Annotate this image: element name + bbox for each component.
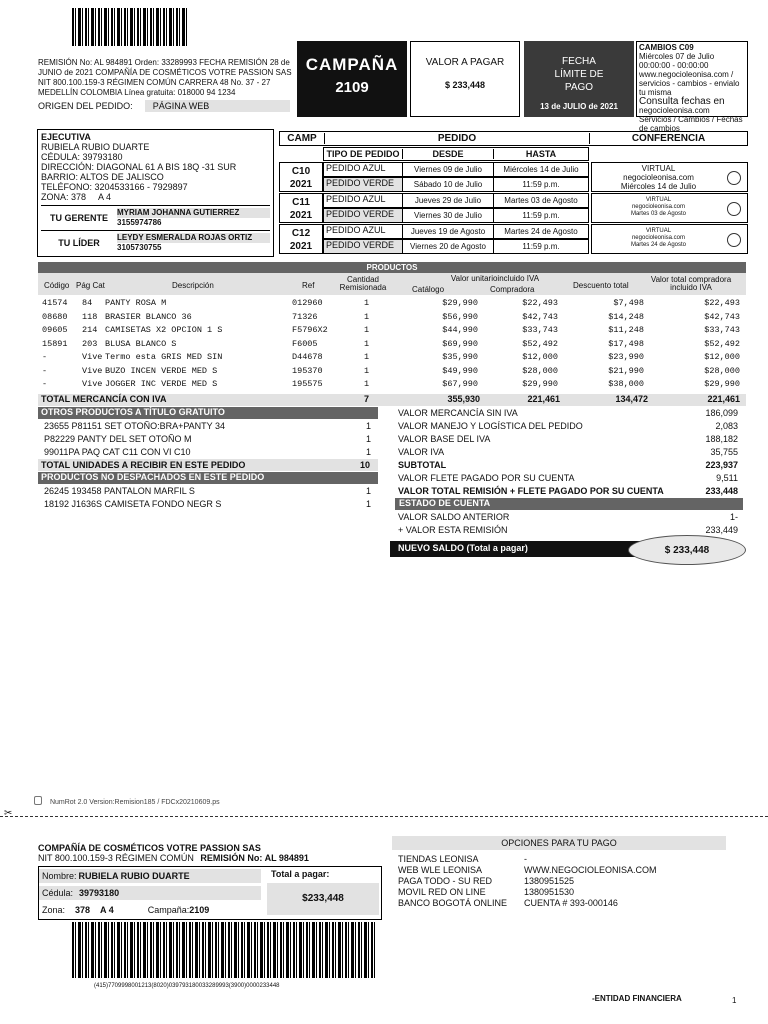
camp-row bbox=[323, 193, 589, 208]
coupon-remision: REMISIÓN No: AL 984891 bbox=[200, 853, 309, 863]
no-despachado-item bbox=[44, 485, 374, 497]
top-barcode bbox=[72, 8, 188, 46]
coupon-client-box bbox=[38, 866, 382, 920]
fecha-limite-label: FECHA LÍMITE DE PAGO bbox=[554, 56, 604, 93]
prod-compradora: $52,492 bbox=[522, 338, 558, 349]
h-compradora: Compradora bbox=[490, 285, 535, 294]
product-row bbox=[38, 377, 746, 391]
prod-pag: 214 bbox=[82, 325, 98, 335]
camp-year: 2021 bbox=[289, 210, 313, 221]
h-pag-cat: Pág Cat bbox=[76, 281, 105, 290]
conf-mode: VIRTUAL bbox=[641, 164, 676, 173]
camp-tipo: PEDIDO AZUL bbox=[326, 194, 386, 204]
gratuito-item bbox=[44, 433, 374, 445]
prod-pag: 84 bbox=[82, 298, 93, 308]
camp-hasta: 11:59 p.m. bbox=[522, 180, 560, 189]
camp-tipo: PEDIDO AZUL bbox=[326, 225, 386, 235]
coupon-nombre-row bbox=[39, 869, 261, 883]
camp-code bbox=[279, 162, 323, 192]
total-unidades-value: 10 bbox=[360, 460, 371, 470]
product-row bbox=[38, 310, 746, 324]
h-desde: DESDE bbox=[402, 149, 494, 159]
ejecutiva-direccion: DIRECCIÓN: DIAGONAL 61 A BIS 18Q -31 SUR bbox=[41, 162, 237, 172]
prod-total: $22,493 bbox=[704, 298, 740, 308]
resumen-value: 35,755 bbox=[710, 447, 738, 457]
camp-id: C11 bbox=[292, 197, 310, 208]
camp-hasta: Martes 03 de Agosto bbox=[504, 196, 578, 205]
prod-cant: 1 bbox=[364, 338, 370, 349]
resumen-label: SUBTOTAL bbox=[398, 460, 447, 470]
camp-hasta: 11:59 p.m. bbox=[522, 211, 560, 220]
cambios-hours: 00:00:00 - 00:00:00 bbox=[639, 61, 709, 70]
camp-tipo: PEDIDO VERDE bbox=[324, 240, 402, 253]
prod-desc: PANTY ROSA M bbox=[105, 298, 167, 308]
resumen-value: 2,083 bbox=[715, 421, 738, 431]
meeting-icon bbox=[727, 233, 741, 247]
resumen-row bbox=[398, 485, 738, 497]
prod-desc: BUZO INCEN VERDE MED S bbox=[105, 365, 218, 376]
footer-note bbox=[34, 796, 220, 806]
ejecutiva-cedula: CÉDULA: 39793180 bbox=[41, 152, 123, 162]
lider-phone: 3105730755 bbox=[117, 243, 162, 252]
pago-opcion-value: CUENTA # 393-000146 bbox=[524, 897, 618, 908]
prod-codigo: 09605 bbox=[42, 325, 68, 335]
camp-group bbox=[279, 162, 748, 192]
camp-row bbox=[323, 208, 589, 223]
camp-code bbox=[279, 224, 323, 254]
prod-total: $28,000 bbox=[704, 365, 740, 376]
prod-catalogo: $44,990 bbox=[442, 325, 478, 335]
scissors-icon: ✂ bbox=[4, 808, 13, 819]
camp-tipo: PEDIDO VERDE bbox=[324, 178, 402, 191]
prod-total: $29,990 bbox=[704, 379, 740, 389]
footer-note-text: NumRot 2.0 Version:Remision185 / FDCx20210609.ps bbox=[49, 799, 220, 806]
pago-opcion-name: PAGA TODO - SU RED bbox=[398, 875, 493, 886]
valor-pagar-label: VALOR A PAGAR bbox=[425, 57, 505, 68]
gratuito-item-qty: 1 bbox=[366, 434, 372, 444]
coupon-zona-label: Zona: bbox=[42, 905, 66, 915]
gratuito-item-desc: 99011PA PAQ CAT C11 CON VI C10 bbox=[44, 447, 191, 457]
coupon-nit-line bbox=[38, 853, 309, 863]
prod-desc: CAMISETAS X2 OPCION 1 S bbox=[105, 325, 223, 335]
prod-ref: 012960 bbox=[292, 298, 323, 308]
product-row bbox=[38, 323, 746, 337]
meeting-icon bbox=[727, 202, 741, 216]
h-codigo: Código bbox=[44, 281, 70, 290]
campana-value: 2109 bbox=[335, 79, 369, 96]
total-unidades-row bbox=[38, 459, 378, 471]
resumen-row bbox=[398, 459, 738, 471]
prod-codigo: 08680 bbox=[42, 311, 68, 322]
resumen-label: VALOR BASE DEL IVA bbox=[398, 434, 491, 444]
coupon-cedula-row bbox=[39, 886, 261, 900]
h-hasta: HASTA bbox=[525, 149, 557, 159]
campana-label: CAMPAÑA bbox=[305, 55, 399, 74]
h-descuento-total: Descuento total bbox=[573, 281, 629, 290]
coupon-cedula-value: 39793180 bbox=[79, 888, 120, 898]
pago-opcion bbox=[398, 853, 728, 864]
campaign-schedule bbox=[279, 131, 748, 258]
coupon-campana-label: Campaña: bbox=[147, 905, 190, 915]
coupon-zona-code: A 4 bbox=[100, 905, 114, 915]
pago-opcion-value: - bbox=[524, 853, 527, 864]
pago-opcion-value: WWW.NEGOCIOLEONISA.COM bbox=[524, 864, 657, 875]
nuevo-saldo-label: NUEVO SALDO (Total a pagar) bbox=[398, 543, 528, 553]
resumen-row bbox=[398, 407, 738, 419]
coupon-zona-value: 378 bbox=[75, 905, 91, 915]
camp-row bbox=[323, 177, 589, 192]
pago-opcion-name: MOVIL RED ON LINE bbox=[398, 886, 486, 897]
prod-compradora: $42,743 bbox=[522, 311, 558, 322]
saldo-anterior-row bbox=[398, 511, 738, 523]
cambios-title: CAMBIOS C09 bbox=[639, 43, 694, 52]
ejecutiva-barrio: BARRIO: ALTOS DE JALISCO bbox=[41, 172, 164, 182]
resumen-label: VALOR TOTAL REMISIÓN + FLETE PAGADO POR SU CUENTA bbox=[398, 486, 664, 496]
valor-pagar-block bbox=[410, 41, 520, 117]
resumen-value: 233,448 bbox=[705, 486, 738, 496]
conf-site: negocioleonisa.com bbox=[631, 235, 686, 241]
camp-code bbox=[279, 193, 323, 223]
prod-desc: Termo esta GRIS MED SIN bbox=[105, 352, 223, 362]
gratuito-item-desc: 23655 P81151 SET OTOÑO:BRA+PANTY 34 bbox=[44, 421, 226, 431]
resumen-row bbox=[398, 433, 738, 445]
pago-opcion bbox=[398, 886, 728, 897]
ejecutiva-title: EJECUTIVA bbox=[41, 132, 91, 142]
prod-ref: 195370 bbox=[292, 365, 323, 376]
h-catalogo: Catálogo bbox=[412, 285, 445, 294]
prod-cant: 1 bbox=[364, 365, 370, 376]
prod-descuento: $21,990 bbox=[608, 365, 644, 376]
gratuito-item-qty: 1 bbox=[366, 421, 372, 431]
prod-desc: BRASIER BLANCO 36 bbox=[105, 311, 192, 322]
cambios-consulta: Consulta fechas en bbox=[639, 96, 725, 107]
no-despachados-title: PRODUCTOS NO DESPACHADOS EN ESTE PEDIDO bbox=[38, 472, 378, 484]
conf-mode: VIRTUAL bbox=[645, 228, 672, 234]
conf-date: Miércoles 14 de Julio bbox=[620, 182, 697, 191]
document-icon bbox=[34, 796, 42, 805]
camp-desde: Viernes 20 de Agosto bbox=[402, 240, 494, 253]
resumen-row bbox=[398, 472, 738, 484]
prod-pag: 118 bbox=[82, 311, 98, 322]
h-valor-total: Valor total compradora incluido IVA bbox=[650, 275, 732, 292]
camp-tipo: PEDIDO AZUL bbox=[326, 163, 386, 173]
camp-desde: Viernes 30 de Julio bbox=[402, 209, 494, 222]
fecha-limite-value: 13 de JULIO de 2021 bbox=[540, 102, 618, 111]
meeting-icon bbox=[727, 171, 741, 185]
page-number: 1 bbox=[732, 996, 737, 1005]
resumen-row bbox=[398, 446, 738, 458]
camp-hasta: Martes 24 de Agosto bbox=[504, 227, 578, 236]
cambios-url: www.negocioleonisa.com / servicios - cambios - envialo tu misma bbox=[639, 70, 740, 97]
total-compradora: 221,461 bbox=[527, 394, 560, 404]
conf-date: Martes 03 de Agosto bbox=[630, 211, 687, 217]
remision-info: REMISIÓN No: AL 984891 Orden: 33289993 FECHA REMISIÓN 28 de JUNIO de 2021 COMPAÑÍA DE COSMÉTICOS VOTRE PASSION SAS NIT 800.100.159-3 RÉGIMEN COMÚN CARRERA 48 No. 37 - 27 MEDELLÍN COLOMBIA Línea gratuita: 018000 94 1234 bbox=[38, 58, 292, 97]
coupon-campana-value: 2109 bbox=[189, 905, 210, 915]
camp-row bbox=[323, 162, 589, 177]
camp-hasta: Miércoles 14 de Julio bbox=[503, 165, 579, 174]
camp-tipo: PEDIDO VERDE bbox=[324, 209, 402, 222]
gratuito-item bbox=[44, 420, 374, 432]
coupon-barcode-text: (415)7709998001213(8020)039793180033289993(3900)0000233448 bbox=[94, 983, 280, 989]
no-despachado-item-qty: 1 bbox=[366, 499, 372, 509]
ejecutiva-box bbox=[37, 129, 274, 257]
no-despachado-item-qty: 1 bbox=[366, 486, 372, 496]
resumen-label: VALOR MANEJO Y LOGÍSTICA DEL PEDIDO bbox=[398, 421, 583, 431]
saldo-anterior-label: VALOR SALDO ANTERIOR bbox=[398, 512, 510, 522]
no-despachado-item-desc: 26245 193458 PANTALON MARFIL S bbox=[44, 486, 195, 496]
gerente-label: TU GERENTE bbox=[49, 213, 108, 223]
product-row bbox=[38, 350, 746, 364]
ejecutiva-telefono: TELÉFONO: 3204533166 - 7929897 bbox=[41, 182, 188, 192]
prod-total: $12,000 bbox=[704, 352, 740, 362]
conf-site: negocioleonisa.com bbox=[631, 204, 686, 210]
total-catalogo: 355,930 bbox=[447, 394, 480, 404]
gratuito-item-qty: 1 bbox=[366, 447, 372, 457]
camp-row bbox=[323, 239, 589, 254]
lider-name: LEYDY ESMERALDA ROJAS ORTIZ bbox=[117, 233, 270, 243]
camp-group bbox=[279, 193, 748, 223]
cambios-path: Servicios / Cambios / Fechas de cambios bbox=[639, 115, 743, 133]
coupon-cedula-label: Cédula: bbox=[42, 888, 74, 898]
prod-descuento: $7,498 bbox=[613, 298, 644, 308]
camp-group bbox=[279, 224, 748, 254]
resumen-value: 9,511 bbox=[716, 473, 738, 483]
cut-line bbox=[0, 816, 768, 817]
saldo-anterior-value: 1- bbox=[729, 512, 738, 522]
total-cant: 7 bbox=[364, 394, 370, 404]
gerente-phone: 3155974786 bbox=[117, 218, 162, 227]
prod-descuento: $14,248 bbox=[608, 311, 644, 322]
camp-id: C10 bbox=[291, 166, 311, 177]
pago-opcion-name: TIENDAS LEONISA bbox=[398, 853, 479, 864]
prod-pag: Vive bbox=[82, 379, 103, 389]
camp-desde: Jueves 29 de Julio bbox=[402, 194, 494, 207]
prod-cant: 1 bbox=[364, 325, 370, 335]
product-row bbox=[38, 296, 746, 310]
pago-opcion bbox=[398, 897, 728, 908]
prod-compradora: $29,990 bbox=[522, 379, 558, 389]
resumen-row bbox=[398, 420, 738, 432]
prod-catalogo: $49,990 bbox=[442, 365, 478, 376]
coupon-nombre-value: RUBIELA RUBIO DUARTE bbox=[78, 871, 190, 881]
total-unidades-label: TOTAL UNIDADES A RECIBIR EN ESTE PEDIDO bbox=[41, 460, 246, 470]
pago-opcion bbox=[398, 875, 728, 886]
origen-label: ORIGEN DEL PEDIDO: bbox=[38, 101, 133, 111]
origen-pedido bbox=[38, 100, 290, 112]
nuevo-saldo-row bbox=[390, 541, 660, 557]
no-despachado-item bbox=[44, 498, 374, 510]
prod-cant: 1 bbox=[364, 298, 370, 308]
camp-row bbox=[323, 224, 589, 239]
prod-compradora: $12,000 bbox=[522, 352, 558, 362]
esta-remision-label: + VALOR ESTA REMISIÓN bbox=[398, 525, 508, 535]
conferencia-cell bbox=[591, 162, 748, 192]
resumen-label: VALOR IVA bbox=[398, 447, 445, 457]
coupon-barcode bbox=[72, 922, 376, 978]
estado-cuenta-title: ESTADO DE CUENTA bbox=[395, 498, 743, 510]
pago-opcion-value: 1380951525 bbox=[524, 875, 575, 886]
pago-opcion-value: 1380951530 bbox=[524, 886, 575, 897]
coupon-total-label: Total a pagar: bbox=[271, 869, 330, 879]
coupon-total-value: $233,448 bbox=[267, 883, 379, 915]
opciones-title: OPCIONES PARA TU PAGO bbox=[392, 836, 726, 850]
camp-id: C12 bbox=[291, 228, 311, 239]
prod-pag: Vive bbox=[82, 365, 103, 376]
conf-mode: VIRTUAL bbox=[645, 197, 672, 203]
prod-desc: BLUSA BLANCO S bbox=[105, 338, 177, 349]
h-cantidad: Cantidad Remisionada bbox=[339, 275, 387, 292]
camp-year: 2021 bbox=[289, 241, 313, 252]
productos-header bbox=[38, 273, 746, 295]
ejecutiva-zona: ZONA: 378 A 4 bbox=[41, 192, 112, 202]
h-conferencia: CONFERENCIA bbox=[631, 133, 706, 144]
origen-value: PÁGINA WEB bbox=[145, 100, 290, 112]
prod-descuento: $23,990 bbox=[608, 352, 644, 362]
prod-compradora: $22,493 bbox=[522, 298, 558, 308]
ejecutiva-name: RUBIELA RUBIO DUARTE bbox=[41, 142, 150, 152]
fecha-limite-block bbox=[524, 41, 634, 117]
gratuito-item bbox=[44, 446, 374, 458]
pago-opcion-name: WEB WLE LEONISA bbox=[398, 864, 483, 875]
pago-opcion-name: BANCO BOGOTÁ ONLINE bbox=[398, 897, 508, 908]
coupon-nombre-label: Nombre: bbox=[42, 871, 77, 881]
h-ref: Ref bbox=[302, 281, 315, 290]
prod-ref: 195575 bbox=[292, 379, 323, 389]
resumen-label: VALOR FLETE PAGADO POR SU CUENTA bbox=[398, 473, 575, 483]
conf-site: negocioleonisa.com bbox=[623, 173, 694, 182]
prod-codigo: - bbox=[42, 379, 48, 389]
prod-pag: Vive bbox=[82, 352, 103, 362]
prod-codigo: - bbox=[42, 365, 48, 376]
no-despachado-item-desc: 18192 J1636S CAMISETA FONDO NEGR S bbox=[44, 499, 222, 509]
prod-descuento: $38,000 bbox=[608, 379, 644, 389]
resumen-value: 223,937 bbox=[705, 460, 738, 470]
prod-descuento: $17,498 bbox=[608, 338, 644, 349]
camp-desde: Sábado 10 de Julio bbox=[402, 178, 494, 191]
prod-catalogo: $69,990 bbox=[442, 338, 478, 349]
cambios-date: Miércoles 07 de Julio bbox=[639, 52, 715, 61]
prod-codigo: 15891 bbox=[42, 338, 68, 349]
prod-catalogo: $29,990 bbox=[442, 298, 478, 308]
prod-ref: 71326 bbox=[292, 311, 318, 322]
prod-codigo: 41574 bbox=[42, 298, 68, 308]
gerente-name: MYRIAM JOHANNA GUTIERREZ bbox=[117, 208, 270, 218]
prod-ref: D44678 bbox=[292, 352, 323, 362]
prod-total: $42,743 bbox=[704, 311, 740, 322]
prod-cant: 1 bbox=[364, 311, 370, 322]
prod-desc: JOGGER INC VERDE MED S bbox=[105, 379, 218, 389]
prod-codigo: - bbox=[42, 352, 48, 362]
entidad-financiera: -ENTIDAD FINANCIERA bbox=[592, 994, 682, 1003]
total-descuento: 134,472 bbox=[615, 394, 648, 404]
campana-block bbox=[297, 41, 407, 117]
conf-date: Martes 24 de Agosto bbox=[630, 242, 687, 248]
productos-title: PRODUCTOS bbox=[38, 262, 746, 273]
prod-compradora: $33,743 bbox=[522, 325, 558, 335]
coupon-company: COMPAÑÍA DE COSMÉTICOS VOTRE PASSION SAS bbox=[38, 843, 261, 853]
prod-total: $33,743 bbox=[704, 325, 740, 335]
total-valor: 221,461 bbox=[707, 394, 740, 404]
lider-label: TU LÍDER bbox=[58, 238, 100, 248]
h-tipo: TIPO DE PEDIDO bbox=[326, 149, 400, 159]
camp-year: 2021 bbox=[289, 179, 313, 190]
prod-compradora: $28,000 bbox=[522, 365, 558, 376]
pago-opcion bbox=[398, 864, 728, 875]
prod-catalogo: $67,990 bbox=[442, 379, 478, 389]
h-camp: CAMP bbox=[287, 133, 317, 144]
camp-desde: Viernes 09 de Julio bbox=[402, 163, 494, 176]
gratuito-item-desc: P82229 PANTY DEL SET OTOÑO M bbox=[44, 434, 192, 444]
prod-cant: 1 bbox=[364, 352, 370, 362]
cambios-site: negocioleonisa.com bbox=[639, 106, 710, 115]
valor-pagar-value: $ 233,448 bbox=[444, 80, 486, 90]
camp-desde: Jueves 19 de Agosto bbox=[402, 225, 494, 238]
cambios-box bbox=[636, 41, 748, 133]
conferencia-cell bbox=[591, 193, 748, 223]
total-mercancia-label: TOTAL MERCANCÍA CON IVA bbox=[41, 394, 167, 404]
esta-remision-value: 233,449 bbox=[705, 525, 738, 535]
prod-pag: 203 bbox=[82, 338, 98, 349]
prod-catalogo: $35,990 bbox=[442, 352, 478, 362]
resumen-value: 188,182 bbox=[705, 434, 738, 444]
product-row bbox=[38, 364, 746, 378]
prod-total: $52,492 bbox=[704, 338, 740, 349]
nuevo-saldo-value: $ 233,448 bbox=[628, 535, 746, 565]
coupon-nit: NIT 800.100.159-3 RÉGIMEN COMÚN bbox=[38, 853, 194, 863]
conferencia-cell bbox=[591, 224, 748, 254]
resumen-label: VALOR MERCANCÍA SIN IVA bbox=[398, 408, 518, 418]
prod-catalogo: $56,990 bbox=[442, 311, 478, 322]
prod-cant: 1 bbox=[364, 379, 370, 389]
h-valor-unitario: Valor unitarioincluido IVA bbox=[450, 274, 540, 283]
product-row bbox=[38, 337, 746, 351]
h-pedido: PEDIDO bbox=[324, 133, 590, 144]
resumen-value: 186,099 bbox=[705, 408, 738, 418]
prod-descuento: $11,248 bbox=[608, 325, 644, 335]
prod-ref: F5796X2 bbox=[292, 325, 328, 335]
gratuitos-title: OTROS PRODUCTOS A TÍTULO GRATUITO bbox=[38, 407, 378, 419]
total-mercancia-row bbox=[38, 394, 746, 406]
h-descripcion: Descripción bbox=[172, 281, 214, 290]
prod-ref: F6005 bbox=[292, 338, 318, 349]
coupon-zona-row bbox=[42, 905, 262, 915]
camp-hasta: 11:59 p.m. bbox=[522, 242, 560, 251]
